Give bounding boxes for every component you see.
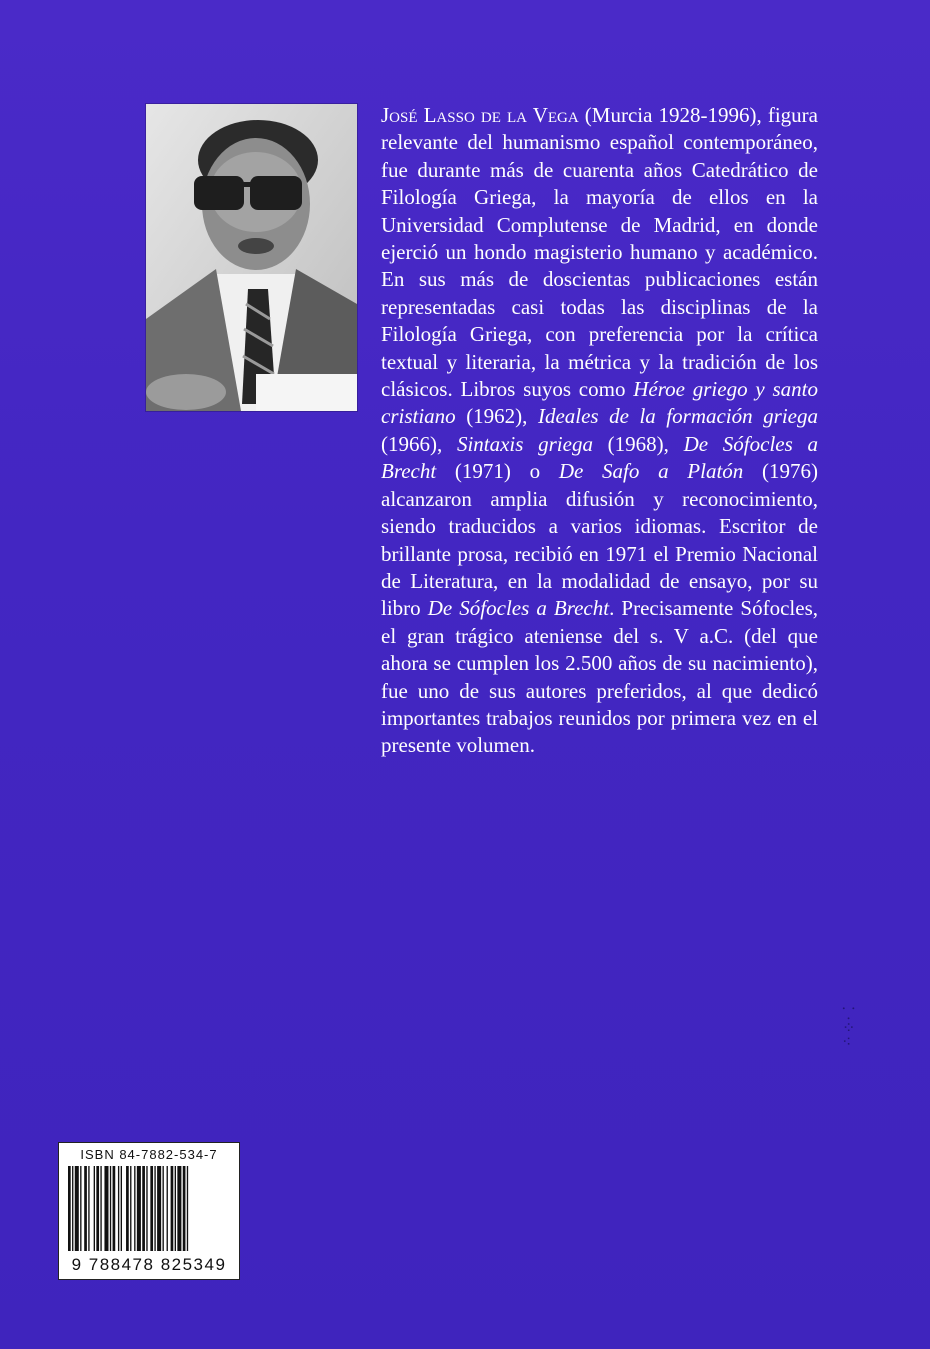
- bio-text: (1968),: [592, 431, 684, 456]
- book-title: De Safo a Platón: [558, 459, 744, 484]
- book-title: Ideales de la formación griega: [537, 404, 818, 429]
- book-title: Sintaxis griega: [456, 431, 593, 456]
- bio-text: (1976) alcanzaron amplia difusión y reconocimiento, siendo traducidos a varios idiomas. Escritor de brillante prosa, recibió en 1971 el Premio Nacional de Literatura, en la modalidad de ensayo, por su libro: [381, 459, 818, 621]
- bio-text: (1966),: [381, 431, 457, 456]
- author-name: José Lasso de la Vega: [381, 103, 579, 127]
- cover-scuff-mark: ⸪ ⁘ ⁖: [842, 1006, 856, 1051]
- author-photo: [146, 104, 357, 411]
- bio-text: (1962),: [455, 404, 538, 429]
- bio-text: . Precisamente Sófocles, el gran trágico ateniense del s. V a.C. (del que ahora se cumplen los 2.500 años de su nacimiento), fue uno de sus autores preferidos, al que dedicó importantes trabajos reunidos por primera vez en el presente volumen.: [381, 596, 818, 758]
- bio-text: (Murcia 1928-1996), figura relevante del humanismo español contemporáneo, fue durante más de cuarenta años Catedrático de Filología Griega, la mayoría de ellos en la Universidad Complutense de Madrid, en donde ejerció un hondo magisterio humano y académico. En sus más de doscientas publicaciones están representadas casi todas las disciplinas de la Filología Griega, con preferencia por la crítica textual y literaria, la métrica y la tradición de los clásicos. Libros suyos como: [381, 103, 818, 402]
- ean-number: 9 788478 825349: [71, 1255, 227, 1274]
- bio-text: (1971) o: [436, 459, 559, 484]
- barcode-icon: [68, 1166, 230, 1251]
- author-biography: [381, 102, 818, 760]
- book-title: De Sófocles a Brecht: [381, 431, 818, 484]
- barcode-label: [58, 1142, 240, 1280]
- book-title: Héroe griego y santo cristiano: [381, 377, 818, 429]
- isbn-text: ISBN 84-7882-534-7: [80, 1147, 218, 1162]
- book-title: De Sófocles a Brecht: [427, 596, 610, 621]
